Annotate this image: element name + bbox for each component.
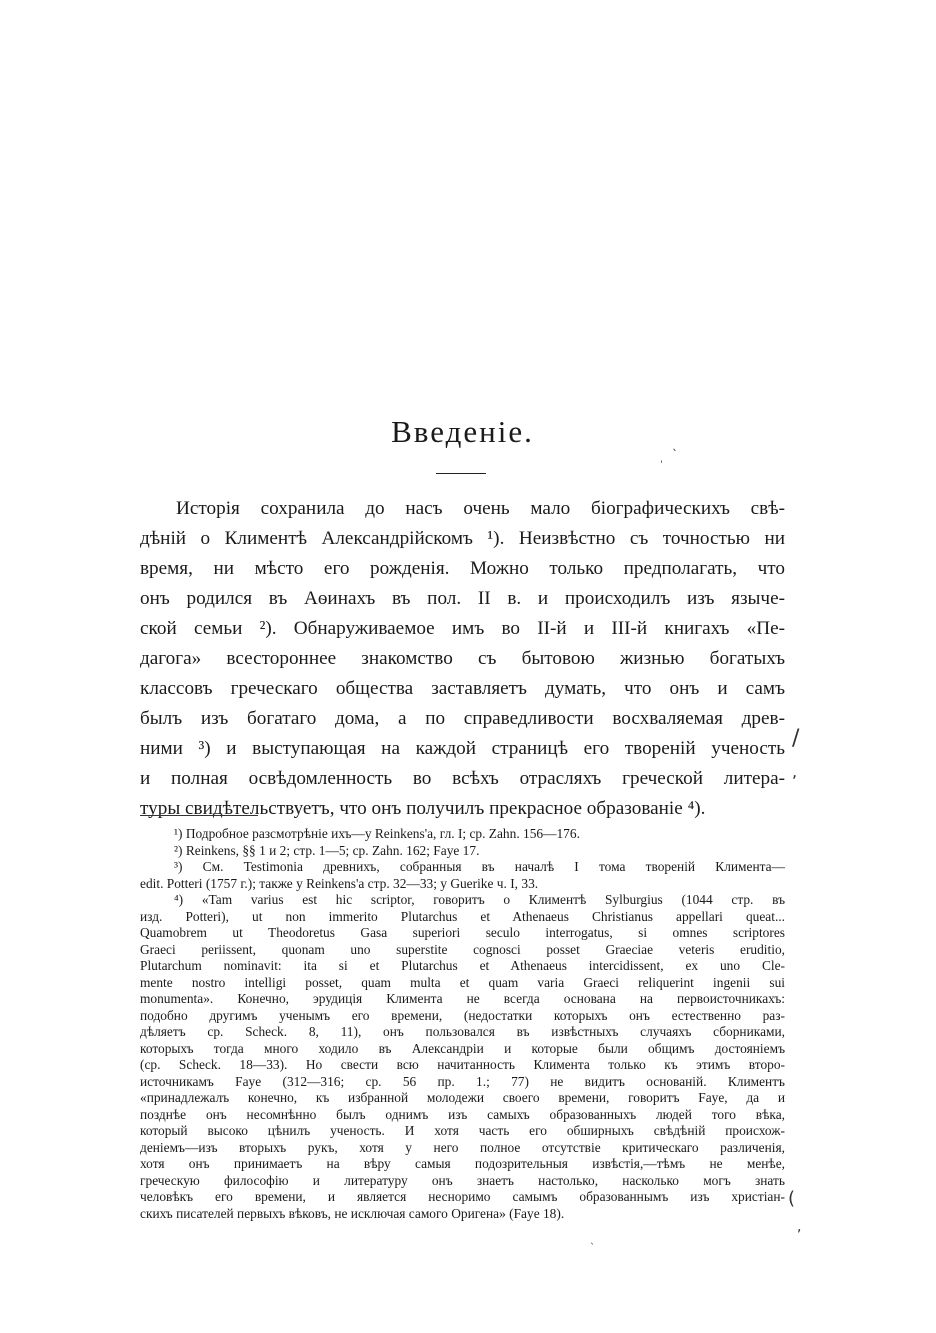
paragraph-line: классовъ греческаго общества заставляетъ думать, что онъ и самъ — [140, 678, 785, 699]
footnote-line: подобно другимъ ученымъ его времени, (недостатки которыхъ онъ естественно раз- — [140, 1007, 785, 1023]
footnote-line: которыхъ тогда много ходило въ Александріи и которые были общимъ достояніемъ — [140, 1040, 785, 1056]
scan-mark: ˎ — [672, 437, 678, 451]
footnote-line: monumenta». Конечно, эрудиція Климента не всегда основана на первоисточникахъ: — [140, 991, 785, 1006]
footnote-line: позднѣе онъ несомнѣнно былъ однимъ изъ самыхъ образованныхъ людей того вѣка, — [140, 1106, 785, 1122]
footnote-2: ²) Reinkens, §§ 1 и 2; стр. 1—5; ср. Zahn. 162; Faye 17. — [174, 842, 480, 858]
scan-mark: , — [797, 1219, 802, 1235]
footnote-3-cont: edit. Potteri (1757 г.); также у Reinkens'a стр. 32—33; у Guerike ч. I, 33. — [140, 875, 539, 891]
scan-mark: ˈ — [660, 460, 663, 471]
title-rule — [436, 473, 486, 474]
footnote-line: «принадлежалъ конечно, къ избранной молодежи своего времени, говоритъ Faye, да и — [140, 1090, 785, 1105]
scan-mark: , — [792, 762, 798, 781]
paragraph-line: онъ родился въ Аѳинахъ въ пол. II в. и происходилъ изъ языче- — [140, 588, 785, 609]
footnote-line: Graeci periissent, quonam uno superstite cognosci posset Graeciae veteris eruditio, — [140, 941, 785, 957]
footnote-line: Plutarchum nominavit: ita si et Plutarchus et Athenaeus intercidissent, ex uno Cle- — [140, 958, 785, 973]
footnote-4: ⁴) «Tam varius est hic scriptor, говоритъ о Климентѣ Sylburgius (1044 стр. въ — [174, 892, 785, 907]
main-paragraph — [140, 494, 785, 824]
page-title: Введеніе. — [391, 414, 534, 449]
footnote-line: человѣкъ его времени, и является несноримо самымъ образованнымъ изъ христіан- — [140, 1189, 785, 1204]
paragraph-line: и полная освѣдомленность во всѣхъ отрасляхъ греческой литера- — [140, 768, 785, 789]
footnotes — [140, 826, 785, 1222]
paragraph-line: время, ни мѣсто его рожденія. Можно только предполагать, что — [140, 558, 785, 579]
paragraph-line: туры свидѣтельствуетъ, что онъ получилъ прекрасное образованіе ⁴). — [140, 798, 706, 819]
footnote-line: Quamobrem ut Theodoretus Gasa superiori seculo interrogatus, si omnes scriptores — [140, 925, 785, 940]
paragraph-line: былъ изъ богатаго дома, а по справедливости восхваляемая древ- — [140, 708, 785, 729]
footnote-line: mente nostro intelligi posset, quam multa et quam varia Graeci reliquerint ingenii sui — [140, 974, 785, 990]
paragraph-line: дагога» всестороннее знакомство съ бытовою жизнью богатыхъ — [140, 648, 785, 669]
scan-mark: / — [792, 726, 800, 751]
footnote-line: источникамъ Faye (312—316; ср. 56 пр. 1.; 77) не видитъ основаній. Климентъ — [140, 1073, 785, 1089]
footnote-line: изд. Potteri), ut non immerito Plutarchus et Athenaeus Christianus appellari queat... — [140, 908, 785, 924]
footnote-1: ¹) Подробное разсмотрѣніе ихъ—у Reinkens'a, гл. I; ср. Zahn. 156—176. — [174, 826, 580, 841]
footnote-3: ³) См. Testimonia древнихъ, собранныя въ началѣ I тома твореній Климента— — [174, 859, 785, 874]
footnote-line: скихъ писателей первыхъ вѣковъ, не исключая самого Оригена» (Faye 18). — [140, 1205, 565, 1221]
paragraph-line: дѣній о Климентѣ Александрійскомъ ¹). Неизвѣстно съ точностью ни — [140, 528, 785, 549]
footnote-line: (ср. Scheck. 18—33). Но свести всю начитанность Климента только къ этимъ второ- — [140, 1057, 785, 1072]
paragraph-line: Исторія сохранила до насъ очень мало біографическихъ свѣ- — [176, 498, 785, 519]
footnote-line: греческую философію и литературу онъ знаетъ настолько, насколько могъ знать — [140, 1172, 785, 1188]
footnote-separator — [140, 815, 258, 816]
paragraph-line: ской семьи ²). Обнаруживаемое имъ во II-й и III-й книгахъ «Пе- — [140, 618, 785, 639]
paragraph-line: ними ³) и выступающая на каждой страницѣ его твореній ученость — [140, 738, 785, 759]
scan-mark: ˎ — [590, 1234, 595, 1245]
footnote-line: хотя онъ принимаетъ на вѣру самыя подозрительныя извѣстія,—тѣмъ не менѣе, — [140, 1156, 785, 1171]
footnote-line: дѣляетъ ср. Scheck. 8, 11), онъ пользовался въ извѣстныхъ случаяхъ сборниками, — [140, 1024, 785, 1039]
scan-mark: ( — [788, 1188, 796, 1209]
footnote-line: деніемъ—изъ вторыхъ рукъ, хотя у него полное отсутствіе критическаго различенія, — [140, 1139, 785, 1155]
footnote-line: который высоко цѣнилъ ученость. И хотя часть его обширныхъ свѣдѣній происхож- — [140, 1123, 785, 1138]
